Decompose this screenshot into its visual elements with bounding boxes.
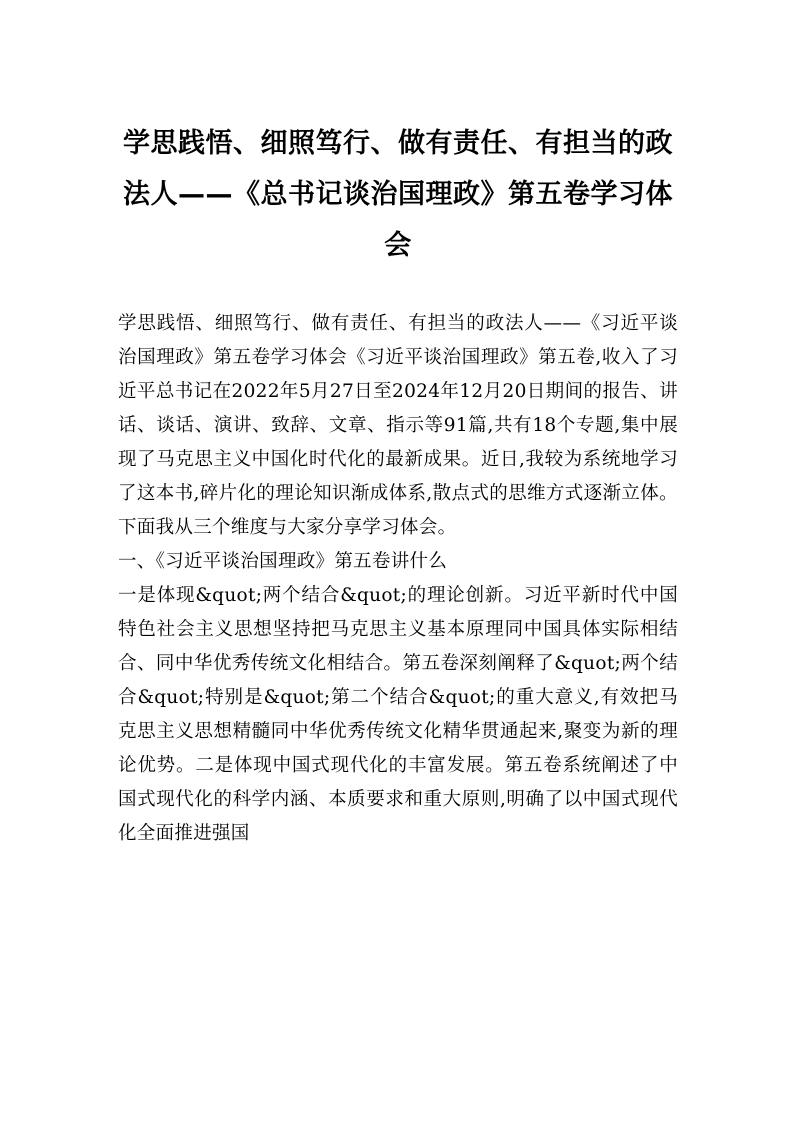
section-heading-1: 一、《习近平谈治国理政》第五卷讲什么 (118, 551, 448, 572)
body-paragraph-section-1: 一是体现&quot;两个结合&quot;的理论创新。习近平新时代中国特色社会主义思想坚持把马克思主义基本原理同中国具体实际相结合、同中华优秀传统文化相结合。第五卷深刻阐释了&quot;两个结合&quot;特别是&quot;第二个结合&quot;的重大意义,有效把马克思主义思想精髓同中华优秀传统文化精华贯通起来,聚变为新的理论优势。二是体现中国式现代化的丰富发展。第五卷系统阐述了中国式现代化的科学内涵、本质要求和重大原则,明确了以中国式现代化全面推进强国 (118, 585, 678, 844)
document-page (118, 118, 678, 851)
document-title: 学思践悟、细照笃行、做有责任、有担当的政法人——《总书记谈治国理政》第五卷学习体会 (123, 128, 673, 261)
body-paragraph-intro: 学思践悟、细照笃行、做有责任、有担当的政法人——《习近平谈治国理政》第五卷学习体会《习近平谈治国理政》第五卷,收入了习近平总书记在2022年5月27日至2024年12月20日期间的报告、讲话、谈话、演讲、致辞、文章、指示等91篇,共有18个专题,集中展现了马克思主义中国化时代化的最新成果。近日,我较为系统地学习了这本书,碎片化的理论知识渐成体系,散点式的思维方式逐渐立体。下面我从三个维度与大家分享学习体会。 (118, 313, 678, 538)
